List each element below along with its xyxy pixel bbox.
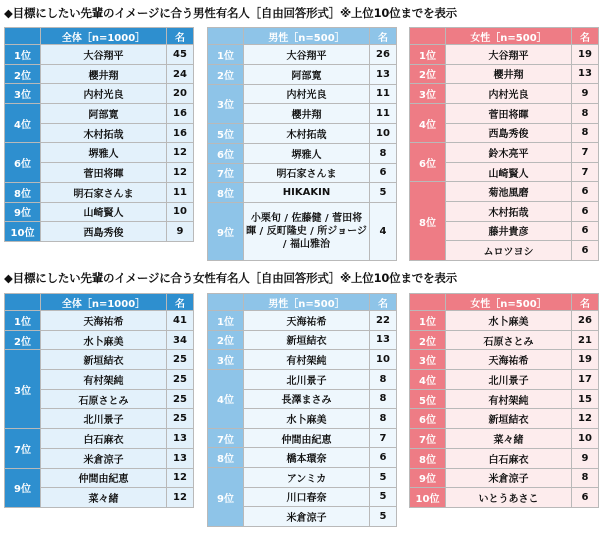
count-cell: 13 — [370, 64, 397, 84]
rank-cell: 1位 — [410, 311, 446, 331]
name-cell: 内村光良 — [446, 84, 572, 104]
rank-cell: 4位 — [5, 104, 41, 143]
table-header-count: 名 — [167, 294, 194, 311]
women-section-title: ◆目標にしたい先輩のイメージに合う女性有名人［自由回答形式］※上位10位までを表示 — [4, 271, 457, 285]
count-cell: 15 — [572, 389, 599, 409]
rank-cell: 6位 — [410, 409, 446, 429]
name-cell: 米倉涼子 — [41, 448, 167, 468]
rank-cell: 3位 — [5, 350, 41, 429]
count-cell: 25 — [167, 389, 194, 409]
name-cell: 大谷翔平 — [446, 45, 572, 65]
count-cell: 13 — [167, 448, 194, 468]
count-cell: 8 — [370, 143, 397, 163]
name-cell: 木村拓哉 — [244, 124, 370, 144]
rank-cell: 7位 — [410, 429, 446, 449]
count-cell: 41 — [167, 311, 194, 331]
count-cell: 5 — [370, 487, 397, 507]
count-cell: 21 — [572, 330, 599, 350]
count-cell: 8 — [572, 468, 599, 488]
count-cell: 25 — [167, 409, 194, 429]
rank-cell: 1位 — [5, 45, 41, 65]
count-cell: 8 — [370, 389, 397, 409]
name-cell: 白石麻衣 — [41, 429, 167, 449]
count-cell: 13 — [572, 64, 599, 84]
count-cell: 19 — [572, 350, 599, 370]
name-cell: 有村架純 — [446, 389, 572, 409]
men-section-title: ◆目標にしたい先輩のイメージに合う男性有名人［自由回答形式］※上位10位までを表示 — [4, 6, 457, 20]
name-cell: 新垣結衣 — [446, 409, 572, 429]
count-cell: 10 — [370, 124, 397, 144]
name-cell: 菜々緒 — [41, 488, 167, 508]
rank-cell: 9位 — [208, 203, 244, 261]
rank-cell: 8位 — [410, 182, 446, 261]
name-cell: 堺雅人 — [244, 143, 370, 163]
name-cell: 櫻井翔 — [244, 104, 370, 124]
table-header-group: 男性［n=500］ — [244, 28, 370, 45]
name-cell: 米倉涼子 — [244, 507, 370, 527]
count-cell: 6 — [572, 182, 599, 202]
rank-cell: 3位 — [208, 350, 244, 370]
rank-cell: 1位 — [5, 311, 41, 331]
rank-cell: 3位 — [410, 350, 446, 370]
name-cell: 山崎賢人 — [41, 202, 167, 222]
rank-cell: 9位 — [410, 468, 446, 488]
count-cell: 13 — [167, 429, 194, 449]
rank-cell: 9位 — [208, 468, 244, 527]
name-cell: 大谷翔平 — [41, 45, 167, 65]
name-cell: 仲間由紀恵 — [41, 468, 167, 488]
name-cell: 水卜麻美 — [244, 409, 370, 429]
count-cell: 8 — [572, 123, 599, 143]
name-cell: 新垣結衣 — [41, 350, 167, 370]
rank-cell: 3位 — [5, 84, 41, 104]
count-cell: 5 — [370, 468, 397, 488]
rank-cell: 2位 — [410, 64, 446, 84]
name-cell: 藤井貴彦 — [446, 221, 572, 241]
name-cell: 北川景子 — [446, 370, 572, 390]
rank-cell: 3位 — [208, 84, 244, 124]
name-cell: HIKAKIN — [244, 183, 370, 203]
count-cell: 12 — [572, 409, 599, 429]
name-cell: 有村架純 — [244, 350, 370, 370]
count-cell: 7 — [572, 162, 599, 182]
table-header-empty — [410, 28, 446, 45]
name-cell: 長澤まさみ — [244, 389, 370, 409]
rank-cell: 6位 — [208, 143, 244, 163]
rank-cell: 2位 — [208, 64, 244, 84]
name-cell: 水卜麻美 — [41, 330, 167, 350]
rank-cell: 6位 — [410, 143, 446, 182]
count-cell: 6 — [370, 448, 397, 468]
count-cell: 6 — [572, 221, 599, 241]
name-cell: 阿部寛 — [244, 64, 370, 84]
table-header-group: 全体［n=1000］ — [41, 28, 167, 45]
count-cell: 7 — [370, 428, 397, 448]
rank-cell: 8位 — [5, 182, 41, 202]
name-cell: 堺雅人 — [41, 143, 167, 163]
count-cell: 16 — [167, 104, 194, 124]
count-cell: 11 — [167, 182, 194, 202]
men-male-respondents-table — [207, 27, 397, 261]
rank-cell: 9位 — [5, 468, 41, 508]
rank-cell: 6位 — [5, 143, 41, 182]
rank-cell: 7位 — [5, 429, 41, 468]
name-cell: 白石麻衣 — [446, 448, 572, 468]
table-header-empty — [208, 294, 244, 311]
rank-cell: 5位 — [208, 124, 244, 144]
rank-cell: 4位 — [410, 370, 446, 390]
count-cell: 12 — [167, 468, 194, 488]
name-cell: 有村架純 — [41, 370, 167, 390]
count-cell: 8 — [572, 103, 599, 123]
count-cell: 25 — [167, 350, 194, 370]
count-cell: 26 — [572, 311, 599, 331]
name-cell: 菅田将暉 — [41, 163, 167, 183]
rank-cell: 10位 — [5, 222, 41, 242]
count-cell: 12 — [167, 163, 194, 183]
count-cell: 12 — [167, 488, 194, 508]
count-cell: 6 — [572, 241, 599, 261]
count-cell: 20 — [167, 84, 194, 104]
count-cell: 8 — [370, 369, 397, 389]
rank-cell: 8位 — [208, 183, 244, 203]
count-cell: 12 — [167, 143, 194, 163]
women-male-respondents-table — [207, 293, 397, 527]
name-cell: 櫻井翔 — [41, 64, 167, 84]
name-cell: ムロツヨシ — [446, 241, 572, 261]
name-cell: アンミカ — [244, 468, 370, 488]
count-cell: 24 — [167, 64, 194, 84]
name-cell: 米倉涼子 — [446, 468, 572, 488]
table-header-group: 女性［n=500］ — [446, 294, 572, 311]
count-cell: 6 — [572, 202, 599, 222]
rank-cell: 2位 — [5, 330, 41, 350]
table-header-count: 名 — [370, 28, 397, 45]
count-cell: 22 — [370, 311, 397, 331]
rank-cell: 3位 — [410, 84, 446, 104]
table-header-count: 名 — [572, 294, 599, 311]
name-cell: 菊池風磨 — [446, 182, 572, 202]
name-cell: 菅田将暉 — [446, 103, 572, 123]
count-cell: 5 — [370, 507, 397, 527]
women-overall-table — [4, 293, 194, 508]
table-header-empty — [410, 294, 446, 311]
name-cell: いとうあさこ — [446, 488, 572, 508]
name-cell: 水卜麻美 — [446, 311, 572, 331]
count-cell: 6 — [572, 488, 599, 508]
count-cell: 10 — [167, 202, 194, 222]
name-cell: 北川景子 — [41, 409, 167, 429]
name-cell: 櫻井翔 — [446, 64, 572, 84]
count-cell: 7 — [572, 143, 599, 163]
rank-cell: 5位 — [410, 389, 446, 409]
men-female-respondents-table — [409, 27, 599, 261]
table-header-group: 全体［n=1000］ — [41, 294, 167, 311]
table-header-empty — [5, 28, 41, 45]
count-cell: 5 — [370, 183, 397, 203]
women-female-respondents-table — [409, 293, 599, 508]
rank-cell: 2位 — [5, 64, 41, 84]
name-cell: 内村光良 — [41, 84, 167, 104]
count-cell: 10 — [370, 350, 397, 370]
name-cell: 石原さとみ — [446, 330, 572, 350]
name-cell: 菜々緒 — [446, 429, 572, 449]
table-header-group: 男性［n=500］ — [244, 294, 370, 311]
count-cell: 13 — [370, 330, 397, 350]
name-cell: 西島秀俊 — [446, 123, 572, 143]
rank-cell: 1位 — [410, 45, 446, 65]
rank-cell: 10位 — [410, 488, 446, 508]
name-cell: 明石家さんま — [41, 182, 167, 202]
table-header-count: 名 — [572, 28, 599, 45]
rank-cell: 7位 — [208, 428, 244, 448]
rank-cell: 1位 — [208, 311, 244, 331]
name-cell: 北川景子 — [244, 369, 370, 389]
table-header-empty — [208, 28, 244, 45]
count-cell: 26 — [370, 45, 397, 65]
name-cell: 木村拓哉 — [41, 123, 167, 143]
rank-cell: 9位 — [5, 202, 41, 222]
men-overall-table — [4, 27, 194, 242]
rank-cell: 4位 — [410, 103, 446, 142]
count-cell: 4 — [370, 203, 397, 261]
count-cell: 45 — [167, 45, 194, 65]
rank-cell: 4位 — [208, 369, 244, 428]
rank-cell: 7位 — [208, 163, 244, 183]
table-header-count: 名 — [370, 294, 397, 311]
table-header-group: 女性［n=500］ — [446, 28, 572, 45]
name-cell: 阿部寛 — [41, 104, 167, 124]
count-cell: 11 — [370, 104, 397, 124]
name-cell: 天海祐希 — [41, 311, 167, 331]
name-cell: 天海祐希 — [446, 350, 572, 370]
name-cell: 石原さとみ — [41, 389, 167, 409]
name-cell: 内村光良 — [244, 84, 370, 104]
name-cell: 鈴木亮平 — [446, 143, 572, 163]
name-cell: 山崎賢人 — [446, 162, 572, 182]
count-cell: 16 — [167, 123, 194, 143]
count-cell: 17 — [572, 370, 599, 390]
count-cell: 9 — [572, 84, 599, 104]
name-cell: 新垣結衣 — [244, 330, 370, 350]
count-cell: 9 — [167, 222, 194, 242]
rank-cell: 8位 — [208, 448, 244, 468]
name-cell: 大谷翔平 — [244, 45, 370, 65]
name-cell: 橋本環奈 — [244, 448, 370, 468]
name-cell: 木村拓哉 — [446, 202, 572, 222]
count-cell: 9 — [572, 448, 599, 468]
table-header-count: 名 — [167, 28, 194, 45]
rank-cell: 1位 — [208, 45, 244, 65]
name-cell: 仲間由紀恵 — [244, 428, 370, 448]
table-header-empty — [5, 294, 41, 311]
count-cell: 10 — [572, 429, 599, 449]
rank-cell: 2位 — [208, 330, 244, 350]
rank-cell: 2位 — [410, 330, 446, 350]
name-cell: 川口春奈 — [244, 487, 370, 507]
rank-cell: 8位 — [410, 448, 446, 468]
count-cell: 8 — [370, 409, 397, 429]
name-cell: 明石家さんま — [244, 163, 370, 183]
count-cell: 25 — [167, 370, 194, 390]
name-cell-multi: 小栗旬 / 佐藤健 / 菅田将暉 / 反町隆史 / 所ジョージ / 福山雅治 — [244, 203, 370, 261]
count-cell: 19 — [572, 45, 599, 65]
name-cell: 天海祐希 — [244, 311, 370, 331]
count-cell: 34 — [167, 330, 194, 350]
count-cell: 6 — [370, 163, 397, 183]
name-cell: 西島秀俊 — [41, 222, 167, 242]
count-cell: 11 — [370, 84, 397, 104]
